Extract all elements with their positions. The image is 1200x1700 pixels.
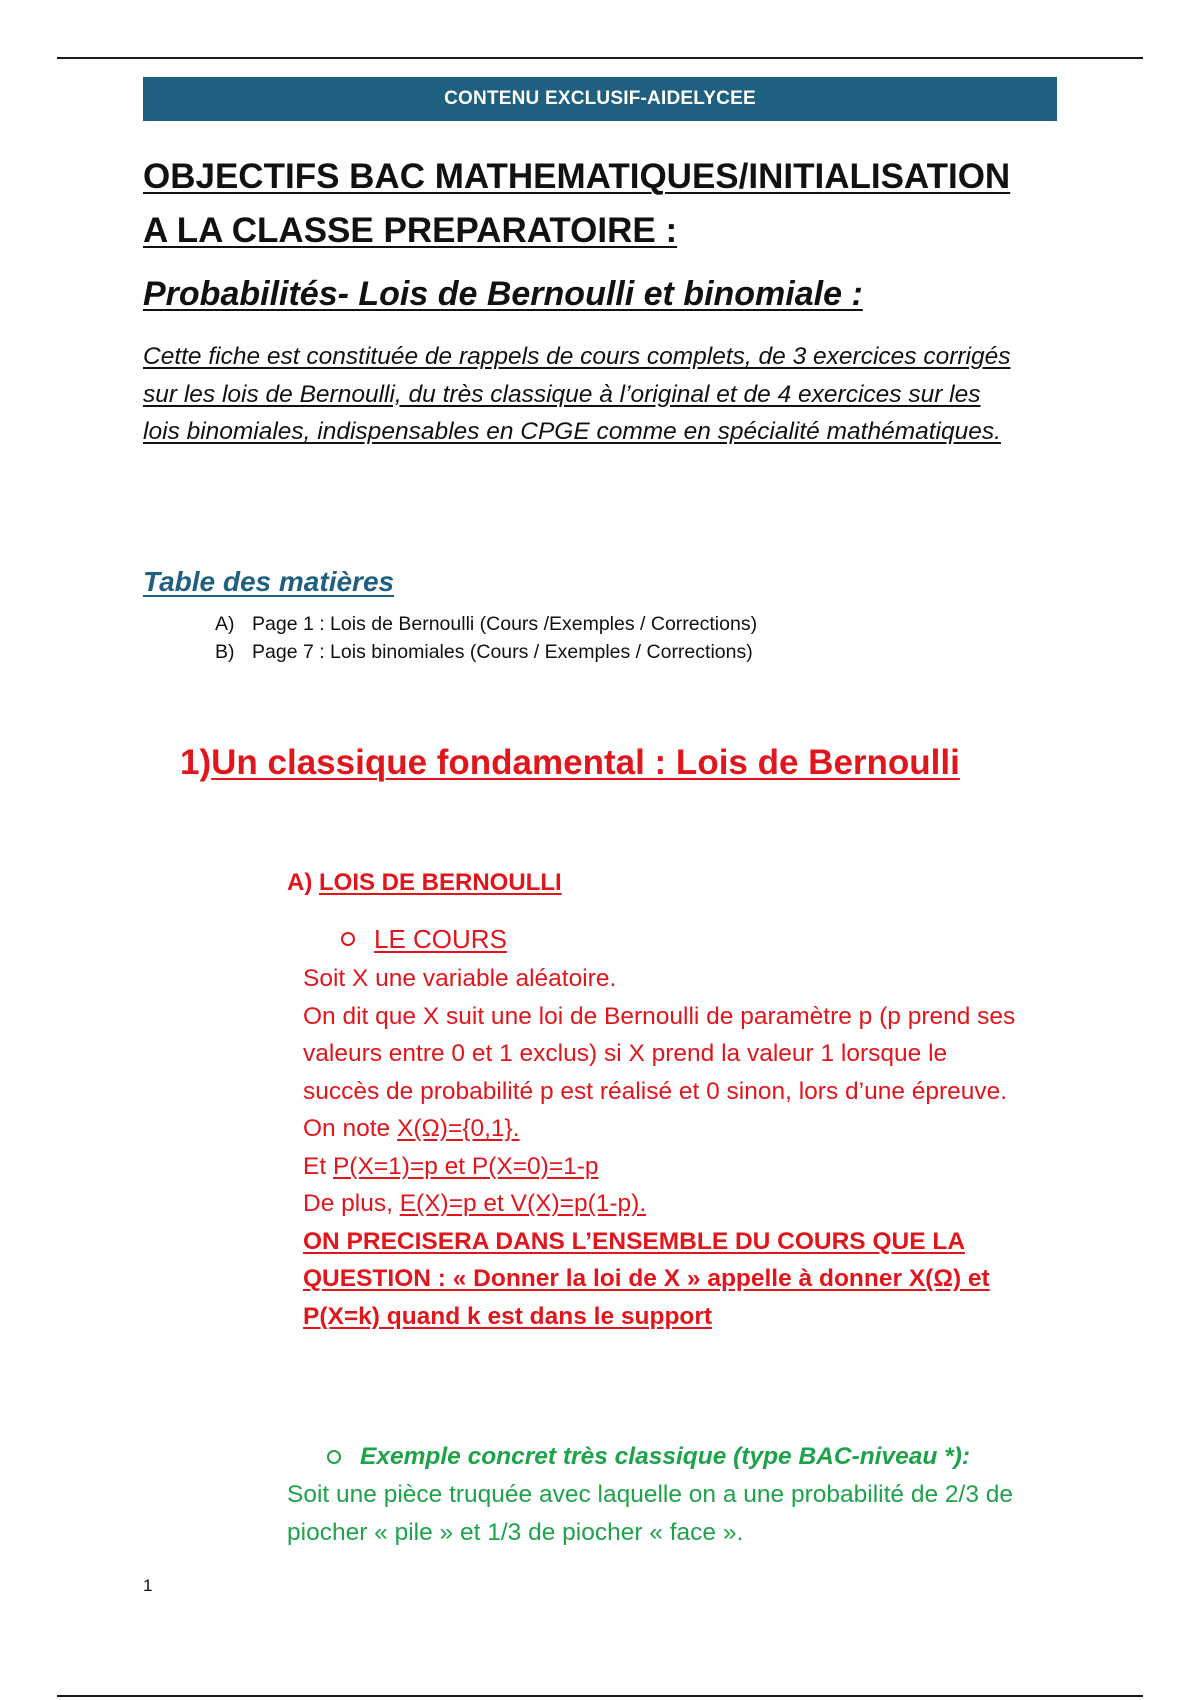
subsection-a-heading: LOIS DE BERNOULLI [319,869,562,896]
cours-definition: On dit que X suit une loi de Bernoulli de paramètre p (p prend ses valeurs entre 0 et 1 exclus) si X prend la valeur 1 lorsque le succès de probabilité p est réalisé et 0 sinon, lors d’une épreuve. [303,1002,1016,1105]
example-text: Soit une pièce truquée avec laquelle on a une probabilité de 2/3 de piocher « pile » et 1/3 de piocher « face ». [287,1481,1014,1546]
cours-heading [341,922,507,956]
cours-note-line [303,1110,1023,1148]
cours-support: X(Ω)={0,1}. [396,1115,520,1142]
intro-paragraph: Cette fiche est constituée de rappels de cours complets, de 3 exercices corrigés sur les lois de Bernoulli, du très classique à l’original et de 4 exercices sur les lois binomiales, indispensables en CPGE comme en spécialité mathématiques. [143,343,1011,445]
cours-heading-text: LE COURS [374,924,507,954]
title-line-2: A LA CLASSE PREPARATOIRE : [143,211,678,250]
title-line-1: OBJECTIFS BAC MATHEMATIQUES/INITIALISATION [143,157,1011,196]
toc-title: Table des matières [143,566,395,597]
toc-item-letter: B) [215,641,235,663]
top-rule [57,57,1143,59]
section-1-number: 1) [180,743,212,782]
cours-line-1: Soit X une variable aléatoire. [303,965,617,992]
toc-item-text: Page 1 : Lois de Bernoulli (Cours /Exemples / Corrections) [252,613,758,635]
cours-probabilities-line [303,1148,1023,1186]
example-heading-text: Exemple concret très classique (type BAC-niveau *): [360,1443,970,1470]
section-1-title [180,738,1080,788]
toc-item-a[interactable] [215,610,915,638]
exclusive-content-banner [143,77,1057,121]
hollow-bullet-icon [327,1450,341,1464]
cours-moments: E(X)=p et V(X)=p(1-p). [399,1190,647,1217]
example-heading [327,1440,970,1474]
toc-item-text: Page 7 : Lois binomiales (Cours / Exemples / Corrections) [252,641,753,663]
cours-probabilities: P(X=1)=p et P(X=0)=1-p [332,1152,599,1180]
hollow-bullet-icon [341,932,355,946]
page-title [143,150,1073,258]
toc-list [215,610,915,666]
subsection-a-title [287,866,562,900]
cours-deplus-prefix: De plus, [303,1190,400,1217]
banner-text: CONTENU EXCLUSIF-AIDELYCEE [444,88,756,109]
cours-body [303,960,1023,1335]
toc-item-b[interactable] [215,638,915,666]
section-1-heading: Un classique fondamental : Lois de Bernoulli [211,743,960,782]
bottom-rule [57,1695,1143,1697]
toc-item-letter: A) [215,613,235,635]
cours-note-prefix: On note [303,1115,397,1142]
page-number: 1 [143,1576,153,1595]
page-subtitle: Probabilités- Lois de Bernoulli et binomiale : [143,275,863,313]
cours-et-prefix: Et [303,1152,333,1180]
subsection-a-letter: A) [287,869,313,896]
cours-remark: ON PRECISERA DANS L’ENSEMBLE DU COURS QUE LA QUESTION : « Donner la loi de X » appelle à donner X(Ω) et P(X=k) quand k est dans le support [303,1227,990,1330]
cours-moments-line [303,1185,1023,1223]
